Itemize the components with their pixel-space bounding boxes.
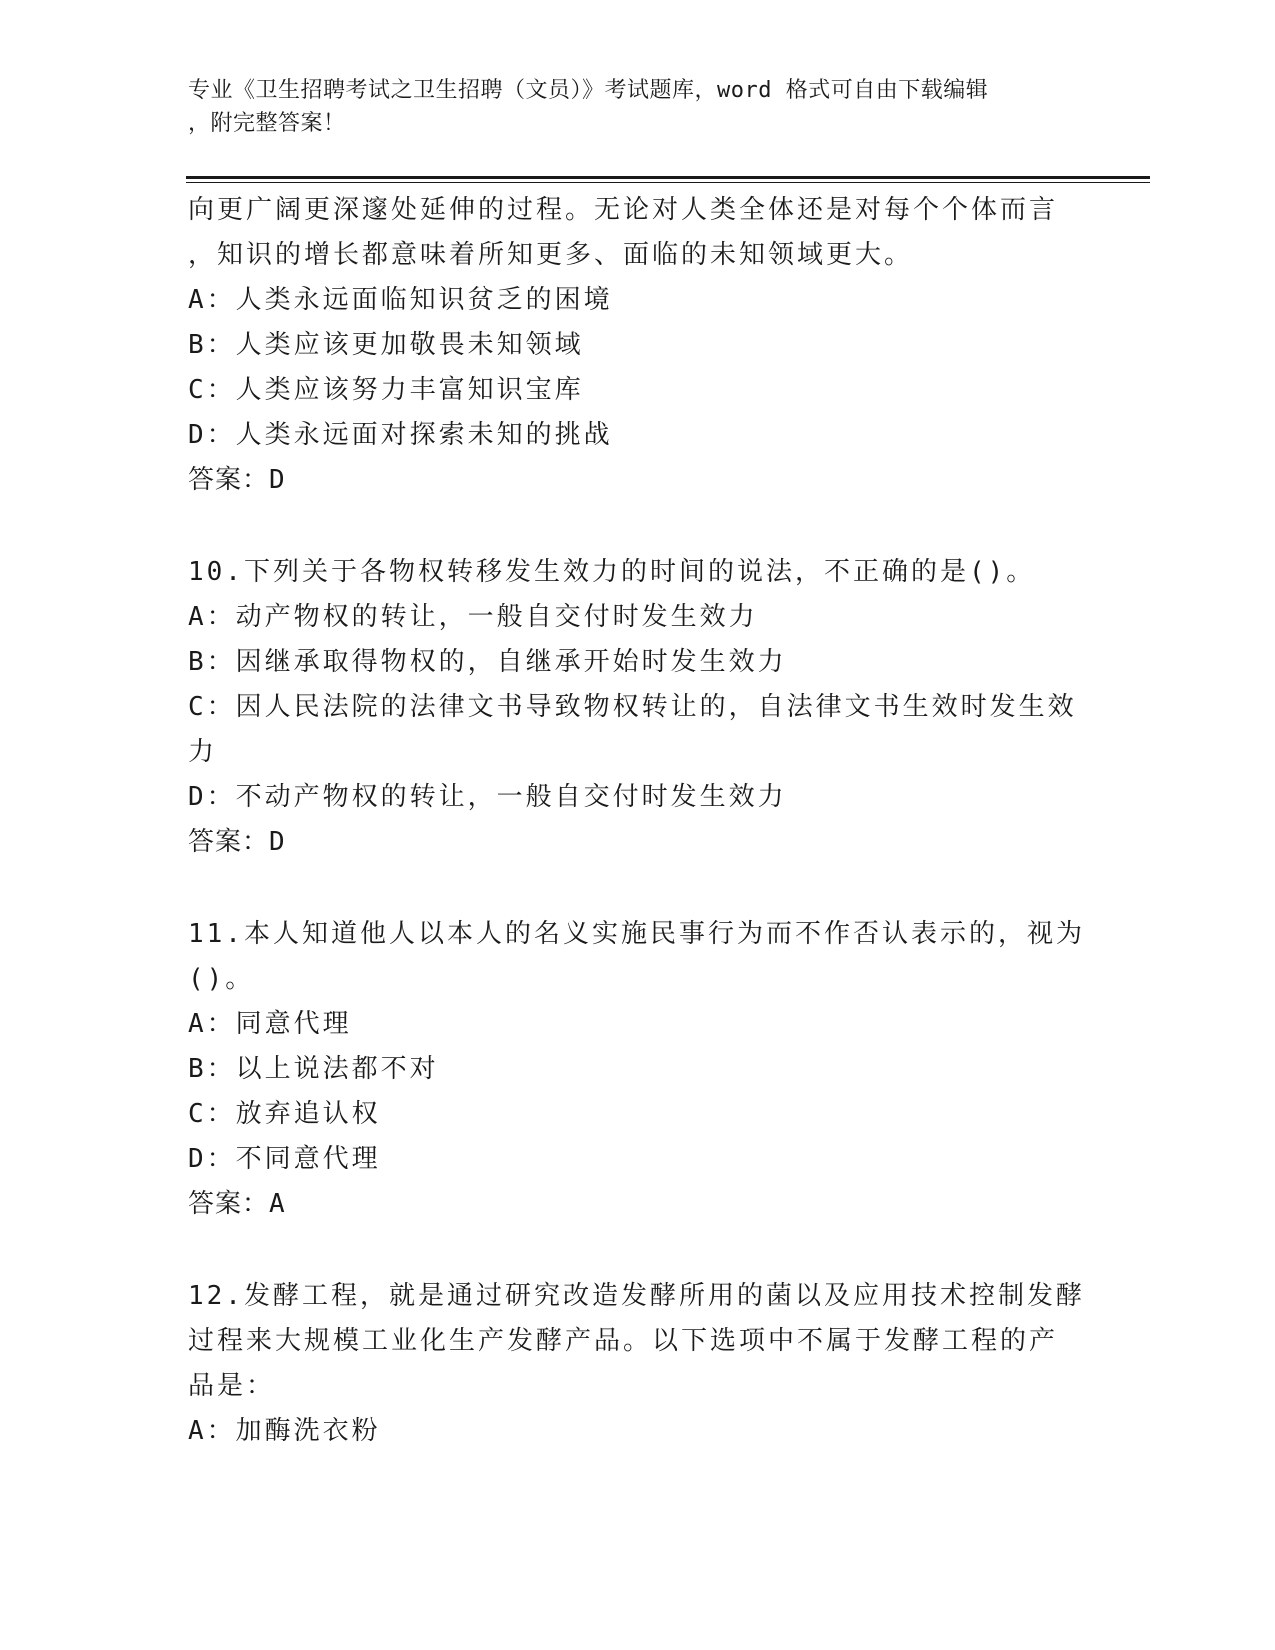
question-12-option-a: A：加酶洗衣粉 <box>188 1416 381 1446</box>
header-line-2: ，附完整答案！ <box>188 111 346 136</box>
question-11-option-d: D：不同意代理 <box>188 1144 381 1174</box>
question-10-option-c-line-1: C：因人民法院的法律文书导致物权转让的，自法律文书生效时发生效 <box>188 692 1077 722</box>
question-10-text: 10.下列关于各物权转移发生效力的时间的说法，不正确的是()。 <box>188 557 1036 587</box>
question-11-answer: 答案：A <box>188 1189 286 1219</box>
spacer <box>188 865 1068 912</box>
question-11-option-b: B：以上说法都不对 <box>188 1054 439 1084</box>
question-10-option-a: A：动产物权的转让，一般自交付时发生效力 <box>188 602 758 632</box>
question-11-text-line-1: 11.本人知道他人以本人的名义实施民事行为而不作否认表示的，视为 <box>188 919 1085 949</box>
question-12-text-line-2: 过程来大规模工业化生产发酵产品。以下选项中不属于发酵工程的产 <box>188 1326 1059 1356</box>
question-12 <box>188 1274 1085 1454</box>
document-header <box>188 74 1068 140</box>
question-9-option-b: B：人类应该更加敬畏未知领域 <box>188 330 584 360</box>
spacer <box>188 503 1068 550</box>
header-divider-thick <box>186 176 1150 179</box>
question-11-option-a: A：同意代理 <box>188 1009 352 1039</box>
question-12-text-line-3: 品是： <box>188 1371 276 1401</box>
spacer <box>188 1227 1068 1274</box>
question-9-answer: 答案：D <box>188 465 286 495</box>
question-9-option-d: D：人类永远面对探索未知的挑战 <box>188 420 613 450</box>
question-9-option-a: A：人类永远面临知识贫乏的困境 <box>188 285 613 315</box>
question-10 <box>188 550 1077 865</box>
question-11-option-c: C：放弃追认权 <box>188 1099 381 1129</box>
question-9 <box>188 188 1068 503</box>
question-11 <box>188 912 1085 1227</box>
question-9-text-line-1: 向更广阔更深邃处延伸的过程。无论对人类全体还是对每个个体而言 <box>188 195 1059 225</box>
header-line-1: 专业《卫生招聘考试之卫生招聘（文员）》考试题库，word 格式可自由下载编辑 <box>188 78 989 103</box>
question-12-text-line-1: 12.发酵工程，就是通过研究改造发酵所用的菌以及应用技术控制发酵 <box>188 1281 1085 1311</box>
document-body <box>188 188 1085 1454</box>
question-10-option-d: D：不动产物权的转让，一般自交付时发生效力 <box>188 782 787 812</box>
question-10-option-c-line-2: 力 <box>188 737 218 767</box>
question-9-text-line-2: ，知识的增长都意味着所知更多、面临的未知领域更大。 <box>188 240 914 270</box>
question-9-option-c: C：人类应该努力丰富知识宝库 <box>188 375 584 405</box>
question-10-answer: 答案：D <box>188 827 286 857</box>
question-10-option-b: B：因继承取得物权的，自继承开始时发生效力 <box>188 647 787 677</box>
header-divider-thin <box>186 182 1150 183</box>
question-11-text-line-2: ()。 <box>188 964 255 994</box>
